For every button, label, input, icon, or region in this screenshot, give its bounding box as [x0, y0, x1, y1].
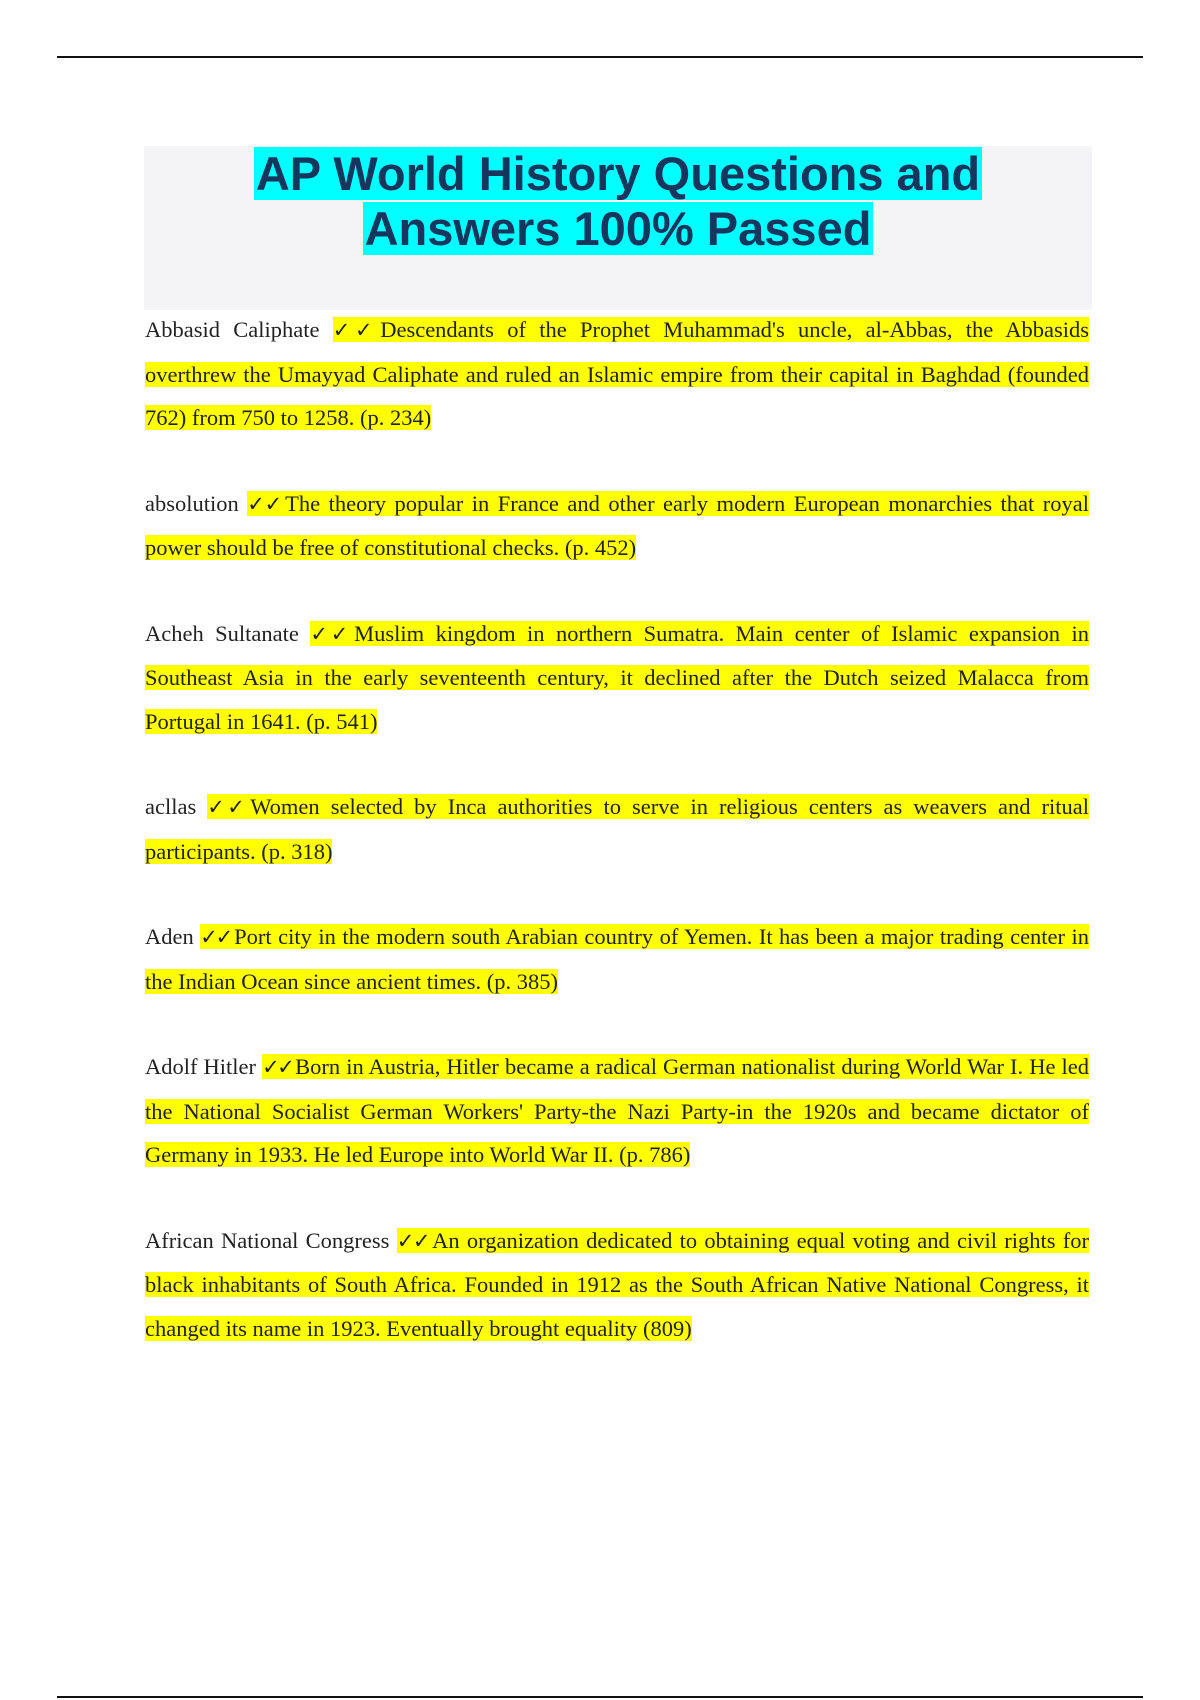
entry-definition: An organization dedicated to obtaining equal voting and civil rights for black inhabitants of South Africa. Founded in 1912 as the South African Native National Congress, it changed its name in 1923. Eventually brought equality (809) — [145, 1227, 1090, 1341]
entry-list — [145, 308, 1089, 1392]
double-check-icon: ✓✓ — [200, 925, 232, 949]
entry-term: absolution — [145, 490, 239, 516]
double-check-icon: ✓✓ — [310, 621, 352, 646]
double-check-icon: ✓✓ — [247, 491, 283, 516]
title-line-2: Answers 100% Passed — [364, 202, 872, 255]
entry-term: Aden — [145, 924, 194, 949]
entry-definition: Port city in the modern south Arabian country of Yemen. It has been a major trading center in the Indian Ocean since ancient times. (p. 385) — [145, 924, 1090, 994]
entry-definition: Born in Austria, Hitler became a radical German nationalist during World War I. He led the National Socialist German Workers' Party-the Nazi Party-in the 1920s and became dictator of Germany in 1933. He led Europe into World War II. (p. 786) — [145, 1054, 1089, 1167]
entry-term: African National Congress — [145, 1227, 390, 1253]
entry-term: acllas — [145, 794, 197, 819]
double-check-icon: ✓✓ — [332, 318, 378, 342]
entry-african-national-congress — [145, 1219, 1089, 1351]
entry-abbasid-caliphate — [145, 308, 1089, 440]
double-check-icon: ✓✓ — [396, 1228, 430, 1253]
entry-acheh-sultanate — [145, 612, 1089, 744]
document-title — [144, 146, 1092, 256]
entry-absolution — [145, 482, 1089, 570]
entry-definition: Descendants of the Prophet Muhammad's uncle, al-Abbas, the Abbasids overthrew the Umayyad Caliphate and ruled an Islamic empire from their capital in Baghdad (founded 762) from 750 to 1258. (p. 234) — [145, 317, 1089, 430]
entry-aden — [145, 915, 1089, 1003]
page-bottom-rule — [57, 1696, 1143, 1698]
entry-definition: The theory popular in France and other early modern European monarchies that royal power should be free of constitutional checks. (p. 452) — [145, 490, 1090, 560]
title-line-1: AP World History Questions and — [255, 147, 981, 200]
entry-definition-highlight — [145, 491, 1089, 561]
entry-definition: Muslim kingdom in northern Sumatra. Main center of Islamic expansion in Southeast Asia in the early seventeenth century, it declined after the Dutch seized Malacca from Portugal in 1641. (p. 541) — [145, 620, 1089, 734]
title-block — [144, 146, 1092, 310]
double-check-icon: ✓✓ — [262, 1055, 293, 1079]
page-top-rule — [57, 56, 1143, 58]
entry-definition: Women selected by Inca authorities to serve in religious centers as weavers and ritual participants. (p. 318) — [145, 794, 1089, 864]
entry-term: Acheh Sultanate — [145, 620, 299, 646]
entry-acllas — [145, 785, 1089, 873]
entry-adolf-hitler — [145, 1045, 1089, 1177]
entry-definition-highlight — [145, 794, 1089, 864]
entry-term: Abbasid Caliphate — [145, 317, 320, 342]
entry-definition-highlight — [145, 1054, 1089, 1167]
entry-definition-highlight — [145, 924, 1089, 994]
entry-term: Adolf Hitler — [145, 1054, 257, 1079]
double-check-icon: ✓✓ — [207, 795, 248, 819]
